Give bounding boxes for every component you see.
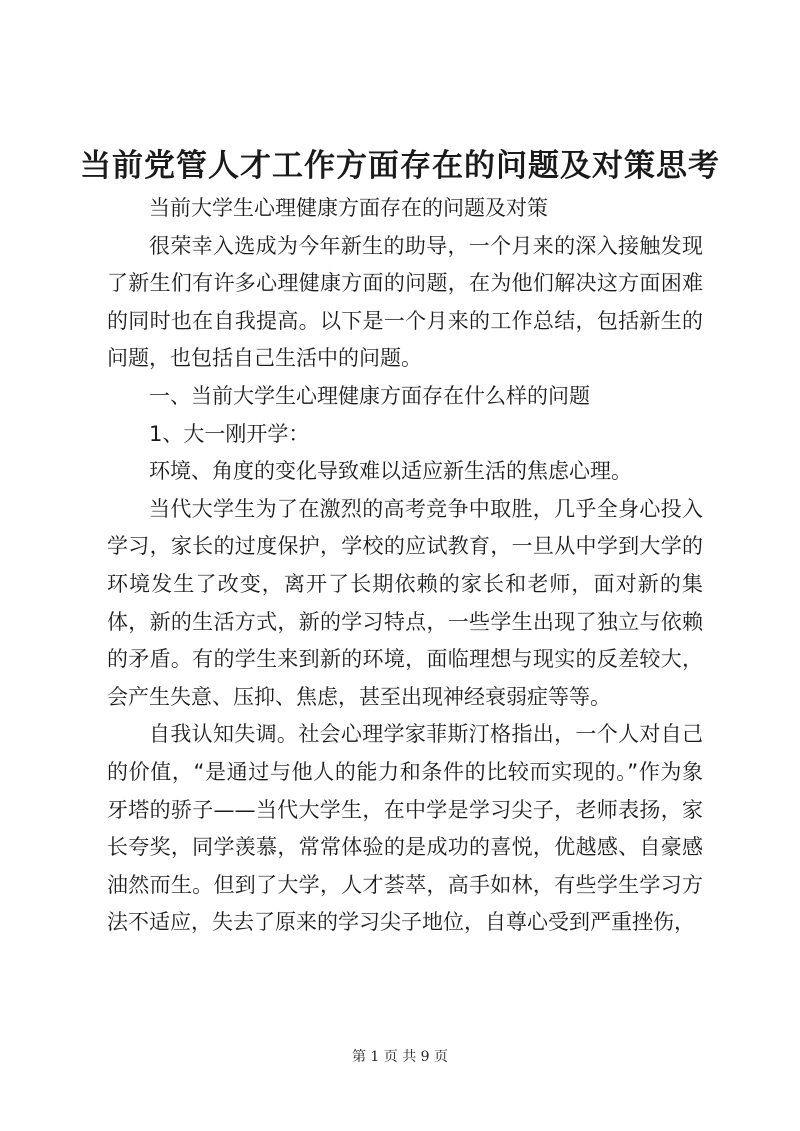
paragraph-subtitle: 当前大学生心理健康方面存在的问题及对策 bbox=[149, 196, 548, 220]
paragraph: 自我认知失调。社会心理学家菲斯汀格指出，一个人对自己的价值，“是通过与他人的能力和条件的比较而实现的。”作为象牙塔的骄子——当代大学生，在中学是学习尖子，老师表扬，家长夸奖，同学羡慕，常常体验的是成功的喜悦，优越感、自豪感油然而生。但到了大学，人才荟萃，高手如林，有些学生学习方法不适应，失去了原来的学习尖子地位，自尊心受到严重挫伤， bbox=[107, 722, 703, 935]
paragraph: 环境、角度的变化导致难以适应新生活的焦虑心理。 bbox=[149, 459, 632, 484]
page-footer: 第 1 页 共 9 页 bbox=[351, 1049, 449, 1065]
paragraph-intro: 很荣幸入选成为今年新生的助导，一个月来的深入接触发现了新生们有许多心理健康方面的问题，在为他们解决这方面困难的同时也在自我提高。以下是一个月来的工作总结，包括新生的问题，也包括自己生活中的问题。 bbox=[107, 233, 703, 371]
document-title: 当前党管人才工作方面存在的问题及对策思考 bbox=[80, 148, 720, 184]
section-heading: 一、当前大学生心理健康方面存在什么样的问题 bbox=[149, 383, 590, 408]
paragraph: 当代大学生为了在激烈的高考竞争中取胜，几乎全身心投入学习，家长的过度保护，学校的应试教育，一旦从中学到大学的环境发生了改变，离开了长期依赖的家长和老师，面对新的集体，新的生活方式，新的学习特点，一些学生出现了独立与依赖的矛盾。有的学生来到新的环境，面临理想与现实的反差较大，会产生失意、压抑、焦虑，甚至出现神经衰弱症等等。 bbox=[107, 496, 703, 709]
subsection-heading: 1、大一刚开学： bbox=[149, 421, 310, 446]
document-body bbox=[107, 190, 703, 942]
